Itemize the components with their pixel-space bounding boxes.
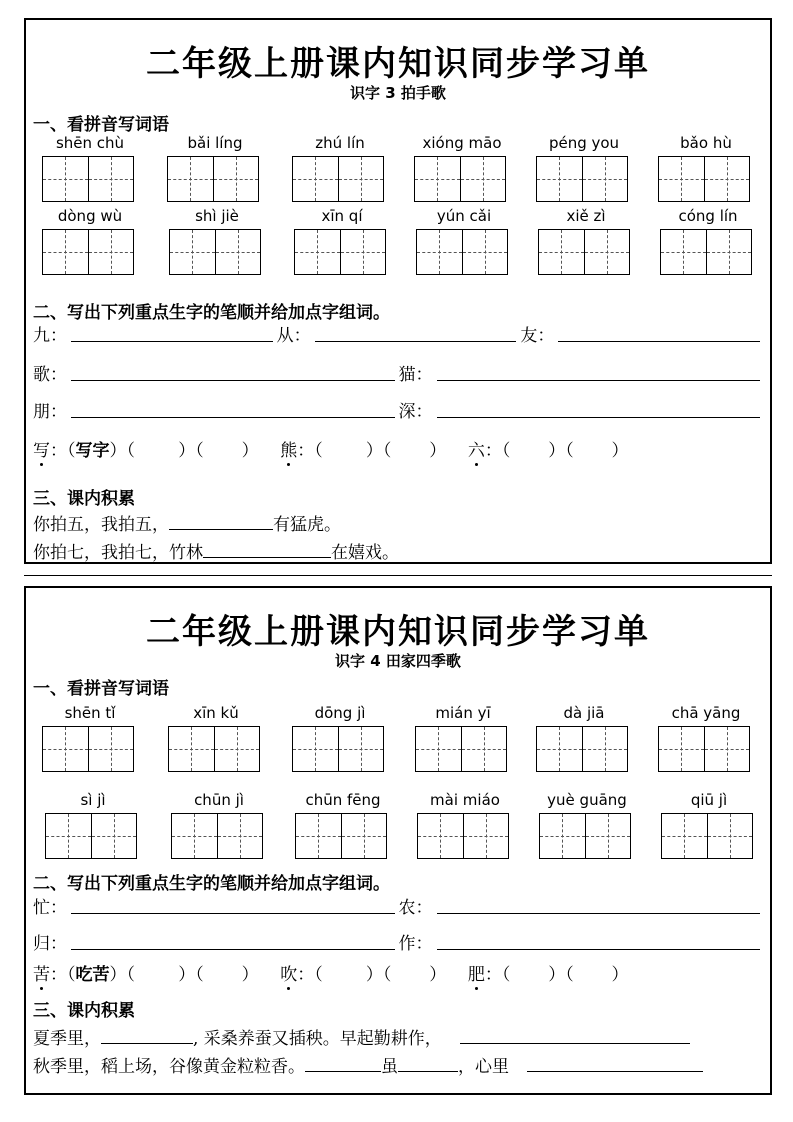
stroke-order-row — [33, 890, 764, 918]
worksheet-title: 二年级上册课内知识同步学习单 — [146, 612, 650, 652]
pinyin-word-group — [167, 134, 263, 202]
tianzige-cell[interactable] — [417, 230, 462, 274]
blank[interactable] — [460, 1029, 690, 1044]
answer-line[interactable] — [71, 379, 395, 381]
writing-grid — [414, 156, 506, 202]
lesson-subtitle: 识字 4 田家四季歌 — [335, 652, 461, 670]
writing-grid — [658, 726, 750, 772]
section-2-heading: 二、写出下列重点生字的笔顺并给加点字组词。 — [33, 303, 390, 323]
pinyin-text: chūn fēng — [305, 791, 381, 809]
tianzige-cell[interactable] — [539, 230, 584, 274]
pinyin-word-group — [414, 134, 510, 202]
lesson-subtitle: 识字 3 拍手歌 — [350, 84, 446, 102]
pinyin-text: xīn kǔ — [193, 704, 239, 722]
pinyin-word-group — [294, 207, 390, 275]
example-word: 吃苦 — [75, 965, 110, 985]
pinyin-text: bǎi líng — [187, 134, 243, 152]
dotted-char: 熊 — [280, 436, 297, 461]
tianzige-cell[interactable] — [338, 157, 384, 201]
tianzige-cell[interactable] — [662, 814, 707, 858]
pinyin-word-group — [538, 207, 634, 275]
tianzige-cell[interactable] — [418, 814, 463, 858]
pinyin-text: péng you — [548, 134, 620, 152]
tianzige-cell[interactable] — [582, 727, 628, 771]
pinyin-word-group — [658, 704, 754, 772]
tianzige-cell[interactable] — [707, 814, 753, 858]
answer-line[interactable] — [558, 340, 760, 342]
pinyin-word-group — [171, 791, 267, 859]
tianzige-cell[interactable] — [582, 157, 628, 201]
pinyin-word-group — [42, 134, 138, 202]
pinyin-text: dòng wù — [57, 207, 123, 225]
pinyin-text: bǎo hù — [680, 134, 732, 152]
char-label: 友： — [520, 326, 555, 346]
tianzige-cell[interactable] — [88, 727, 134, 771]
writing-grid — [415, 726, 507, 772]
worksheet-lesson-4 — [24, 586, 772, 1095]
writing-grid — [171, 813, 263, 859]
pinyin-word-group — [292, 704, 388, 772]
tianzige-cell[interactable] — [217, 814, 263, 858]
pinyin-word-group — [42, 207, 138, 275]
pinyin-text: shēn tǐ — [64, 704, 116, 722]
answer-line[interactable] — [71, 912, 395, 914]
stroke-order-row — [33, 926, 764, 954]
tianzige-cell[interactable] — [585, 814, 631, 858]
tianzige-cell[interactable] — [537, 157, 582, 201]
pinyin-text: qiū jì — [690, 791, 728, 809]
pinyin-word-group — [536, 134, 632, 202]
section-3-heading: 三、课内积累 — [33, 489, 135, 509]
tianzige-cell[interactable] — [461, 727, 507, 771]
writing-grid — [295, 813, 387, 859]
pinyin-word-group — [42, 704, 138, 772]
char-label: 朋： — [33, 402, 67, 422]
pinyin-word-group — [295, 791, 391, 859]
word-formation-row: 苦：（吃苦）（ ）（ ） 吹：（ ）（ ） 肥：（ ）（ ） — [33, 960, 764, 988]
tianzige-cell[interactable] — [659, 157, 704, 201]
answer-line[interactable] — [71, 416, 395, 418]
blank[interactable] — [527, 1057, 703, 1072]
fill-blank-line: 你拍七，我拍七，竹林 在嬉戏。 — [33, 543, 399, 563]
pinyin-word-group — [169, 207, 265, 275]
writing-grid — [661, 813, 753, 859]
writing-grid — [167, 156, 259, 202]
pinyin-word-group — [416, 207, 512, 275]
tianzige-cell[interactable] — [416, 727, 461, 771]
tianzige-cell[interactable] — [295, 230, 340, 274]
tianzige-cell[interactable] — [293, 157, 338, 201]
tianzige-cell[interactable] — [293, 727, 338, 771]
tianzige-cell[interactable] — [540, 814, 585, 858]
tianzige-cell[interactable] — [537, 727, 582, 771]
char-label: 从： — [276, 326, 311, 346]
tianzige-cell[interactable] — [172, 814, 217, 858]
char-label: 归： — [33, 934, 67, 954]
writing-grid — [536, 726, 628, 772]
answer-line[interactable] — [437, 912, 761, 914]
pinyin-text: cóng lín — [678, 207, 738, 225]
worksheet-title: 二年级上册课内知识同步学习单 — [146, 44, 650, 84]
pinyin-word-group — [660, 207, 756, 275]
pinyin-text: shì jiè — [195, 207, 239, 225]
blank[interactable] — [169, 515, 273, 530]
writing-grid — [294, 229, 386, 275]
tianzige-cell[interactable] — [296, 814, 341, 858]
tianzige-cell[interactable] — [661, 230, 706, 274]
pinyin-word-group — [168, 704, 264, 772]
section-2-heading: 二、写出下列重点生字的笔顺并给加点字组词。 — [33, 874, 390, 894]
stroke-order-row — [33, 318, 764, 346]
answer-line[interactable] — [437, 416, 761, 418]
writing-grid — [42, 726, 134, 772]
writing-grid — [169, 229, 261, 275]
blank[interactable] — [101, 1029, 193, 1044]
pinyin-text: dà jiā — [563, 704, 605, 722]
writing-grid — [292, 156, 384, 202]
pinyin-text: yuè guāng — [547, 791, 627, 809]
tianzige-cell[interactable] — [46, 814, 91, 858]
char-label: 九： — [33, 326, 67, 346]
tianzige-cell[interactable] — [169, 727, 214, 771]
word-formation-row: 写：（写字）（ ）（ ） 熊：（ ）（ ） 六：（ ）（ ） — [33, 436, 764, 464]
writing-grid — [536, 156, 628, 202]
section-1-heading: 一、看拼音写词语 — [33, 679, 169, 699]
writing-grid — [292, 726, 384, 772]
tianzige-cell[interactable] — [415, 157, 460, 201]
answer-line[interactable] — [315, 340, 517, 342]
tianzige-cell[interactable] — [214, 727, 260, 771]
writing-grid — [658, 156, 750, 202]
dotted-char: 肥 — [468, 960, 485, 985]
tianzige-cell[interactable] — [704, 727, 750, 771]
tianzige-cell[interactable] — [460, 157, 506, 201]
writing-grid — [42, 229, 134, 275]
pinyin-word-group — [539, 791, 635, 859]
tianzige-cell[interactable] — [43, 157, 88, 201]
writing-grid — [660, 229, 752, 275]
dotted-char: 六 — [468, 436, 485, 461]
pinyin-text: chūn jì — [194, 791, 244, 809]
tianzige-cell[interactable] — [584, 230, 630, 274]
dotted-char: 写 — [33, 436, 50, 461]
writing-grid — [416, 229, 508, 275]
blank[interactable] — [305, 1057, 381, 1072]
pinyin-text: xióng māo — [422, 134, 502, 152]
blank[interactable] — [203, 543, 331, 558]
section-3-heading: 三、课内积累 — [33, 1001, 135, 1021]
tianzige-cell[interactable] — [91, 814, 137, 858]
char-label: 深： — [398, 402, 433, 422]
pinyin-text: mài miáo — [430, 791, 500, 809]
char-label: 作： — [398, 934, 433, 954]
writing-grid — [168, 726, 260, 772]
pinyin-word-group — [292, 134, 388, 202]
stroke-order-row — [33, 357, 764, 385]
pinyin-text: chā yāng — [671, 704, 741, 722]
tianzige-cell[interactable] — [168, 157, 213, 201]
answer-line[interactable] — [437, 379, 761, 381]
pinyin-text: zhú lín — [315, 134, 365, 152]
char-label: 猫： — [398, 365, 433, 385]
section-1-heading: 一、看拼音写词语 — [33, 115, 169, 135]
tianzige-cell[interactable] — [340, 230, 386, 274]
pinyin-text: shēn chù — [55, 134, 125, 152]
fill-blank-line: 秋季里，稻上场，谷像黄金粒粒香。 虽 ，心里 — [33, 1052, 703, 1077]
tianzige-cell[interactable] — [338, 727, 384, 771]
tianzige-cell[interactable] — [43, 727, 88, 771]
stroke-order-row — [33, 394, 764, 422]
pinyin-text: sì jì — [80, 791, 106, 809]
pinyin-text: dōng jì — [314, 704, 366, 722]
fill-blank-line: 你拍五，我拍五， 有猛虎。 — [33, 515, 341, 535]
tianzige-cell[interactable] — [43, 230, 88, 274]
char-label: 农： — [398, 898, 433, 918]
pinyin-word-group — [45, 791, 141, 859]
worksheet-lesson-3 — [24, 18, 772, 564]
tianzige-cell[interactable] — [463, 814, 509, 858]
writing-grid — [538, 229, 630, 275]
writing-grid — [539, 813, 631, 859]
page-divider — [24, 575, 772, 576]
pinyin-word-group — [415, 704, 511, 772]
tianzige-cell[interactable] — [88, 230, 134, 274]
writing-grid — [45, 813, 137, 859]
tianzige-cell[interactable] — [462, 230, 508, 274]
pinyin-text: mián yī — [435, 704, 491, 722]
pinyin-word-group — [417, 791, 513, 859]
pinyin-word-group — [536, 704, 632, 772]
answer-line[interactable] — [71, 948, 395, 950]
pinyin-word-group — [661, 791, 757, 859]
pinyin-text: xiě zì — [566, 207, 606, 225]
pinyin-word-group — [658, 134, 754, 202]
char-label: 歌： — [33, 365, 67, 385]
blank[interactable] — [398, 1057, 458, 1072]
pinyin-text: yún cǎi — [436, 207, 492, 225]
pinyin-text: xīn qí — [321, 207, 363, 225]
char-label: 忙： — [33, 898, 67, 918]
tianzige-cell[interactable] — [215, 230, 261, 274]
tianzige-cell[interactable] — [170, 230, 215, 274]
tianzige-cell[interactable] — [706, 230, 752, 274]
tianzige-cell[interactable] — [659, 727, 704, 771]
writing-grid — [417, 813, 509, 859]
answer-line[interactable] — [71, 340, 273, 342]
tianzige-cell[interactable] — [88, 157, 134, 201]
dotted-char: 吹 — [280, 960, 297, 985]
writing-grid — [42, 156, 134, 202]
example-word: 写字 — [75, 441, 110, 461]
tianzige-cell[interactable] — [341, 814, 387, 858]
answer-line[interactable] — [437, 948, 761, 950]
dotted-char: 苦 — [33, 960, 50, 985]
tianzige-cell[interactable] — [213, 157, 259, 201]
fill-blank-line: 夏季里， , 采桑养蚕又插秧。早起勤耕作， — [33, 1024, 690, 1049]
tianzige-cell[interactable] — [704, 157, 750, 201]
